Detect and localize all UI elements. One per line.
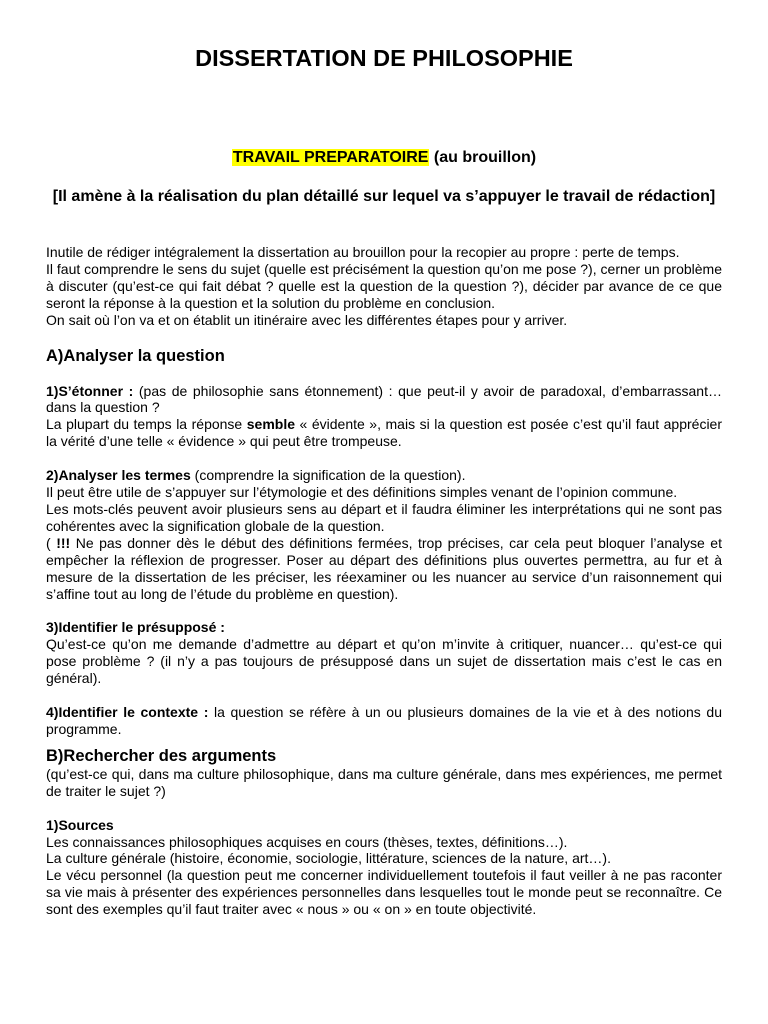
intro-paragraph-2: Il faut comprendre le sens du sujet (quelle est précisément la question qu’on me pose ?), cerner un problème à discuter (qu’est-ce qui fait débat ? quelle est la question de la question ?), décider par avance de ce que seront la réponse à la question et la solution du problème en conclusion. [46, 260, 722, 311]
document-body [46, 244, 722, 918]
section-a-item-2 [46, 467, 722, 484]
section-a-item-3-label [46, 619, 722, 636]
item-2d-bold: !!! [56, 534, 71, 551]
sources-label: 1)Sources [46, 816, 114, 833]
item-1b-pre: La plupart du temps la réponse [46, 416, 247, 433]
item-1b-post: « évidente », mais si la question est posée c’est qu’il faut apprécier la vérité d’une telle « évidence » qui peut être trompeuse. [46, 416, 722, 450]
item-1b-bold: semble [246, 416, 295, 433]
subtitle-highlight: TRAVAIL PREPARATOIRE [232, 149, 429, 166]
section-a-item-2d [46, 535, 722, 603]
item-1-label: 1)S’étonner : [46, 382, 134, 399]
section-a-item-3-text: Qu’est-ce qu’on me demande d’admettre au départ et qu’on m’invite à critiquer, nuancer… qu’est-ce qui pose problème ? (il n’y a pas toujours de présupposé dans un sujet de dissertation mais c’est le cas en général). [46, 636, 722, 687]
section-b-source-3: Le vécu personnel (la question peut me concerner individuellement toutefois il faut veiller à ne pas raconter sa vie mais à présenter des expériences personnelles dans lesquelles tout le monde peut se reconnaître. Ce sont des exemples qu’il faut traiter avec « nous » ou « on » en toute objectivité. [46, 867, 722, 918]
item-2-label: 2)Analyser les termes [46, 467, 191, 484]
section-b-source-2: La culture générale (histoire, économie, sociologie, littérature, sciences de la nature, art…). [46, 850, 611, 867]
section-b-sources-label [46, 817, 722, 834]
item-2-text: (comprendre la signification de la question). [190, 467, 466, 484]
item-2d-pre: ( [46, 534, 57, 551]
section-b-intro: (qu’est-ce qui, dans ma culture philosophique, dans ma culture générale, dans mes expériences, me permet de traiter le sujet ?) [46, 765, 722, 799]
item-4-label: 4)Identifier le contexte : [46, 704, 209, 721]
section-b-heading: B)Rechercher des arguments [46, 746, 277, 765]
section-a-item-1b [46, 416, 722, 450]
intro-paragraph-3: On sait où l’on va et on établit un itinéraire avec les différentes étapes pour y arriver. [46, 311, 568, 328]
item-2d-post: Ne pas donner dès le début des définitions fermées, trop précises, car cela peut bloquer l’analyse et empêcher la réflexion de progresser. Poser au départ des définitions plus ouvertes permettra, au fur et à mesure de la dissertation de les préciser, les réexaminer ou les nuancer au service d’un raisonnement qui s’affine tout au long de l’étude du problème en question). [46, 534, 722, 602]
item-4-text: la question se réfère à un ou plusieurs domaines de la vie et à des notions du programme. [46, 704, 722, 737]
section-a-heading: A)Analyser la question [46, 346, 225, 365]
section-a-item-4 [46, 704, 722, 738]
item-1-text: (pas de philosophie sans étonnement) : que peut-il y avoir de paradoxal, d’embarrassant… dans la question ? [46, 382, 722, 416]
section-a-item-2b: Il peut être utile de s’appuyer sur l’étymologie et des définitions simples venant de l’opinion commune. [46, 484, 678, 501]
intro-paragraph-1: Inutile de rédiger intégralement la dissertation au brouillon pour la recopier au propre : perte de temps. [46, 244, 680, 260]
subtitle-note: [Il amène à la réalisation du plan détaillé sur lequel va s’appuyer le travail de rédaction] [52, 188, 716, 205]
subtitle-paren: (au brouillon) [429, 149, 537, 166]
subtitle [0, 148, 768, 167]
section-a-item-1 [46, 383, 722, 417]
item-3-label: 3)Identifier le présupposé : [46, 619, 225, 636]
page-title: DISSERTATION DE PHILOSOPHIE [195, 45, 573, 71]
section-b-source-1: Les connaissances philosophiques acquises en cours (thèses, textes, définitions…). [46, 833, 568, 850]
section-a-item-2c: Les mots-clés peuvent avoir plusieurs sens au départ et il faudra éliminer les interprétations qui ne sont pas cohérentes avec la signification globale de la question. [46, 500, 722, 534]
